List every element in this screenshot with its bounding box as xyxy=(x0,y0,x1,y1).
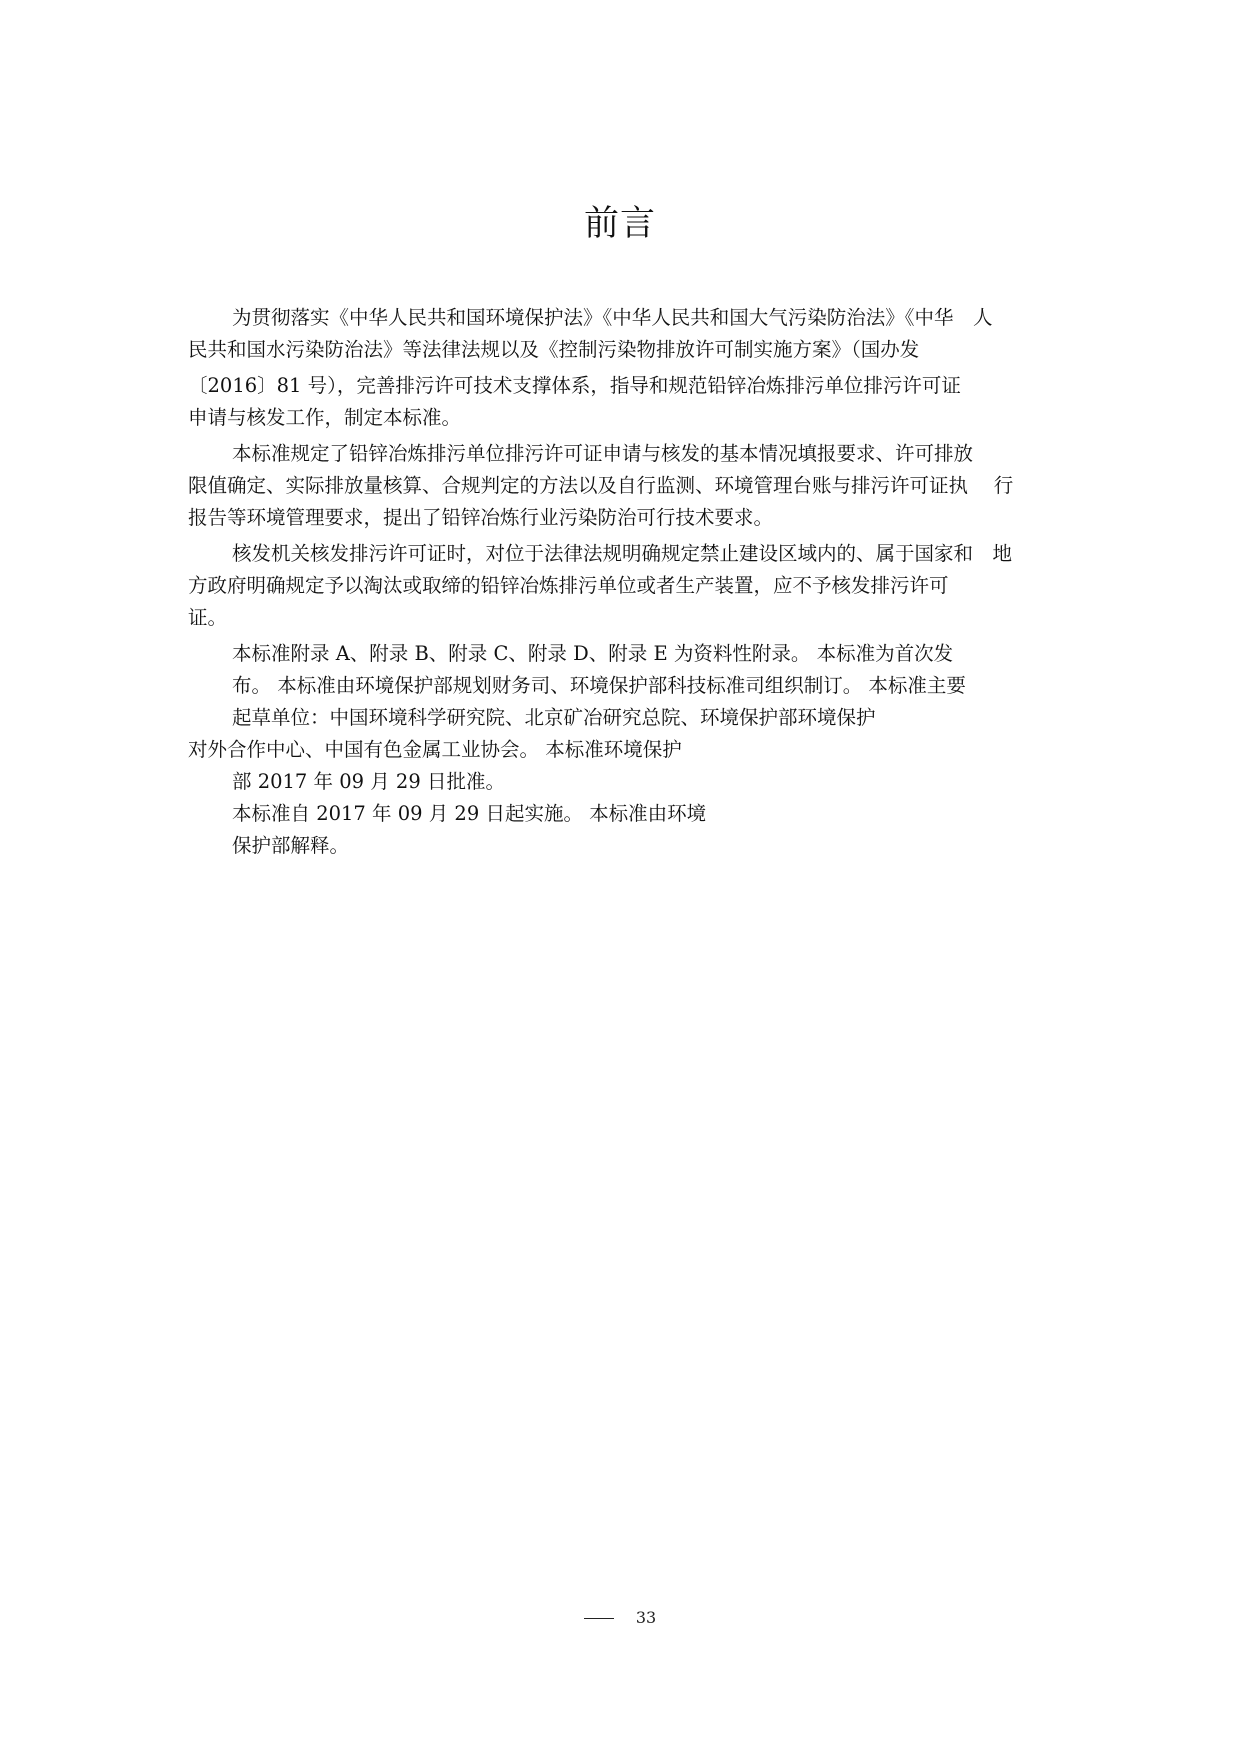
text-line: 起草单位：中国环境科学研究院、北京矿冶研究总院、环境保护部环境保护 xyxy=(232,706,876,729)
paragraph-2 xyxy=(188,438,1058,534)
text-line: 申请与核发工作，制定本标准。 xyxy=(188,406,462,429)
paragraph-4 xyxy=(188,638,1058,862)
text-line: 民共和国水污染防治法》等法律法规以及《控制污染物排放许可制实施方案》（国办发 xyxy=(188,338,920,361)
text-line: 方政府明确规定予以淘汰或取缔的铅锌冶炼排污单位或者生产装置，应不予核发排污许可 xyxy=(188,574,949,597)
text-line: 〔2016〕81 号），完善排污许可技术支撑体系，指导和规范铅锌冶炼排污单位排污许可证 xyxy=(188,374,961,397)
text-line: 本标准自 2017 年 09 月 29 日起实施。 本标准由环境 xyxy=(232,802,707,825)
paragraph-3 xyxy=(188,538,1058,634)
page-title: 前言 xyxy=(583,204,656,244)
page-footer xyxy=(0,1608,1240,1627)
text-line: 报告等环境管理要求，提出了铅锌冶炼行业污染防治可行技术要求。 xyxy=(188,506,774,529)
text-line: 限值确定、实际排放量核算、合规判定的方法以及自行监测、环境管理台账与排污许可证执 行 xyxy=(188,474,1014,497)
text-line: 对外合作中心、中国有色金属工业协会。 本标准环境保护 xyxy=(188,738,682,761)
paragraph-1 xyxy=(188,302,1058,434)
text-line: 证。 xyxy=(188,606,228,629)
text-line: 本标准附录 A、附录 B、附录 C、附录 D、附录 E 为资料性附录。 本标准为首次发 xyxy=(232,642,954,665)
text-line: 保护部解释。 xyxy=(232,834,350,857)
text-line: 本标准规定了铅锌冶炼排污单位排污许可证申请与核发的基本情况填报要求、许可排放 xyxy=(232,442,974,465)
text-line: 部 2017 年 09 月 29 日批准。 xyxy=(232,770,505,793)
text-line: 布。 本标准由环境保护部规划财务司、环境保护部科技标准司组织制订。 本标准主要 xyxy=(232,674,966,697)
body-text xyxy=(188,302,1058,862)
text-line: 为贯彻落实《中华人民共和国环境保护法》《中华人民共和国大气污染防治法》《中华 人 xyxy=(232,306,993,329)
footer-dash xyxy=(584,1618,614,1619)
text-line: 核发机关核发排污许可证时，对位于法律法规明确规定禁止建设区域内的、属于国家和 地 xyxy=(232,542,1013,565)
page-number: 33 xyxy=(635,1608,657,1627)
